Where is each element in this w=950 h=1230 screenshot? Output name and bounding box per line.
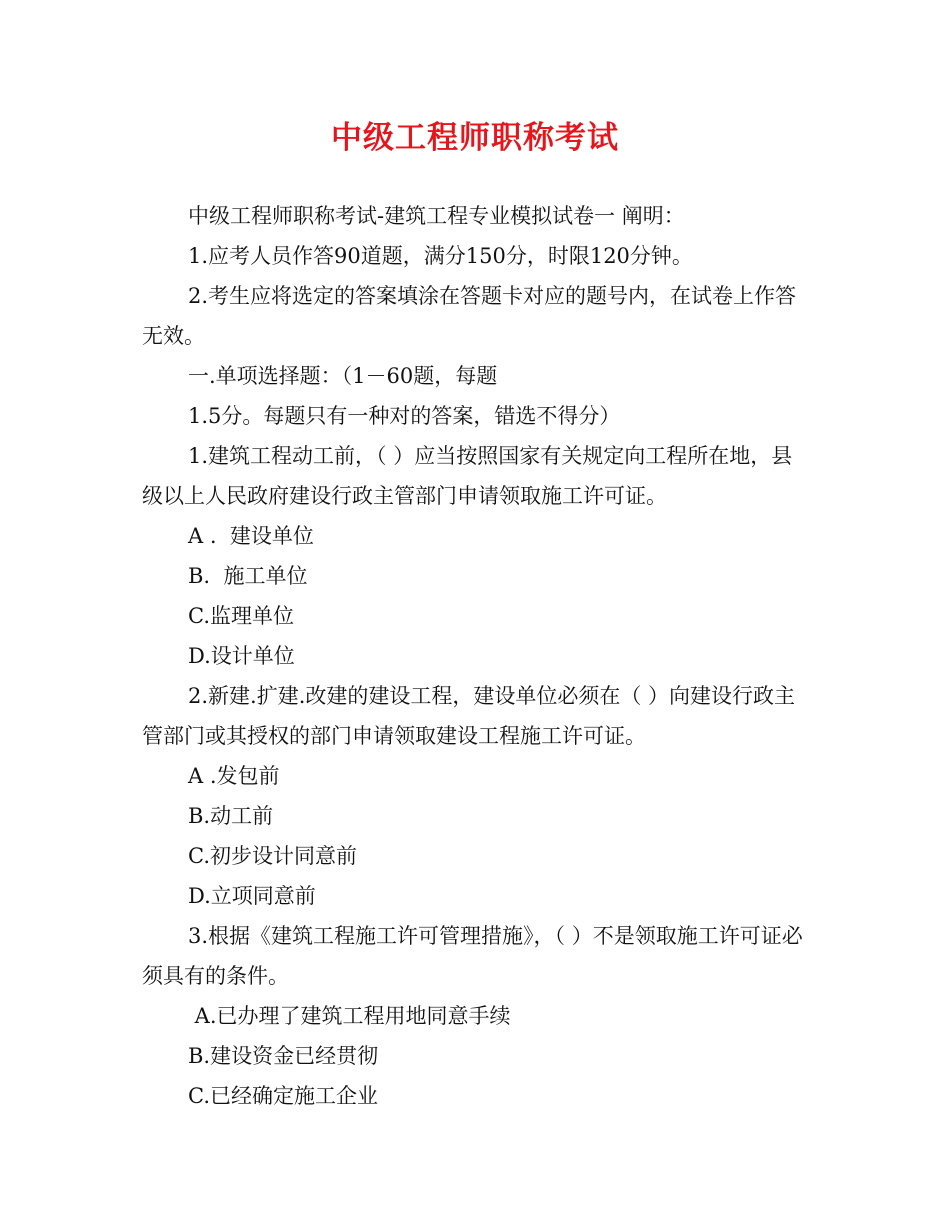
question-1-option-b: B. 施工单位: [188, 564, 308, 588]
question-1-option-d: D.设计单位: [188, 644, 295, 668]
question-2-option-a: A .发包前: [188, 764, 280, 788]
document-body: [142, 196, 810, 1116]
question-3-option-c: C.已经确定施工企业: [188, 1084, 378, 1108]
document-title: 中级工程师职称考试: [331, 120, 619, 156]
question-2-option-c: C.初步设计同意前: [188, 844, 357, 868]
intro-paragraph: 中级工程师职称考试-建筑工程专业模拟试卷一 阐明：: [188, 204, 685, 228]
question-1-stem: 1.建筑工程动工前，（ ）应当按照国家有关规定向工程所在地，县级以上人民政府建设行政主管部门申请领取施工许可证。: [142, 444, 793, 508]
instruction-2: 2.考生应将选定的答案填涂在答题卡对应的题号内，在试卷上作答无效。: [142, 284, 797, 348]
question-3-option-b: B.建设资金已经贯彻: [188, 1044, 379, 1068]
instruction-1: 1.应考人员作答90道题，满分150分，时限120分钟。: [188, 244, 693, 268]
section-scoring: 1.5分。每题只有一种对的答案，错选不得分）: [188, 404, 621, 428]
question-2-option-b: B.动工前: [188, 804, 274, 828]
question-2-option-d: D.立项同意前: [188, 884, 316, 908]
question-3-option-a: A.已办理了建筑工程用地同意手续: [188, 1004, 511, 1028]
question-3-stem: 3.根据《建筑工程施工许可管理措施》，（ ）不是领取施工许可证必须具有的条件。: [142, 924, 803, 988]
section-heading: 一.单项选择题：（1－60题，每题: [188, 364, 498, 388]
question-1-option-a: A . 建设单位: [188, 524, 314, 548]
question-1-option-c: C.监理单位: [188, 604, 294, 628]
question-2-stem: 2.新建.扩建.改建的建设工程，建设单位必须在（ ）向建设行政主管部门或其授权的部门申请领取建设工程施工许可证。: [142, 684, 796, 748]
